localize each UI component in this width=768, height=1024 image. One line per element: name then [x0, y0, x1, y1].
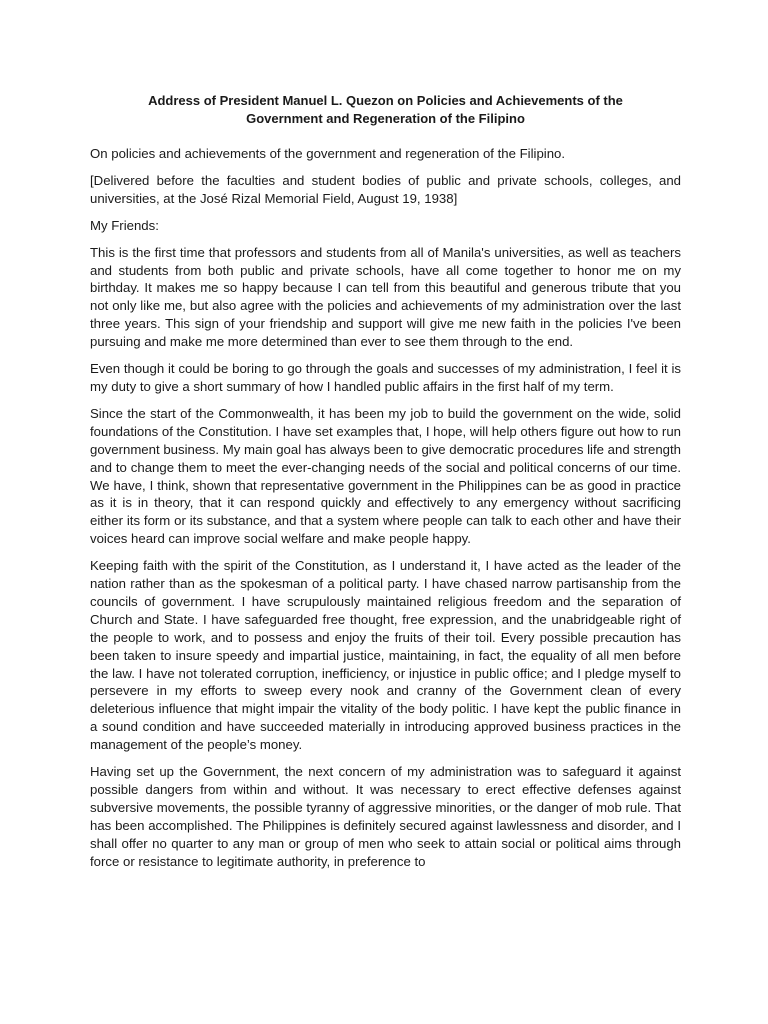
paragraph: This is the first time that professors and students from all of Manila's universities, as well as teachers and students from both public and private schools, have all come together to honor me on my birthday. It makes me so happy because I can tell from this beautiful and generous tribute that you not only like me, but also agree with the policies and achievements of my administration over the last three years. This sign of your friendship and support will give me new faith in the policies I've been pursuing and make me more determined than ever to see them through to the end.: [90, 244, 681, 350]
paragraph: Keeping faith with the spirit of the Constitution, as I understand it, I have acted as the leader of the nation rather than as the spokesman of a political party. I have chased narrow partisanship from the councils of government. I have scrupulously maintained religious freedom and the separation of Church and State. I have safeguarded free thought, free expression, and the unabridgeable right of the people to work, and to possess and enjoy the fruits of their toil. Every possible precaution has been taken to insure speedy and impartial justice, maintaining, in fact, the equality of all men before the law. I have not tolerated corruption, inefficiency, or injustice in public office; and I pledge myself to persevere in my efforts to sweep every nook and cranny of the Government clean of every deleterious influence that might impair the vitality of the body politic. I have kept the public finance in a sound condition and have succeeded materially in introducing approved business practices in the management of the people’s money.: [90, 558, 681, 753]
document-subtitle: On policies and achievements of the government and regeneration of the Filipino.: [90, 146, 566, 161]
salutation: My Friends:: [90, 217, 159, 233]
paragraph: Having set up the Government, the next concern of my administration was to safeguard it against possible dangers from within and without. It was necessary to erect effective defenses against subversive movements, the possible tyranny of aggressive minorities, or the danger of mob rule. That has been accomplished. The Philippines is definitely secured against lawlessness and disorder, and I shall offer no quarter to any man or group of men who seek to attain social or political aims through force or resistance to legitimate authority, in preference to: [90, 764, 681, 869]
delivery-note: [Delivered before the faculties and student bodies of public and private schools, colleges, and universities, at the José Rizal Memorial Field, August 19, 1938]: [90, 172, 681, 206]
document-page: [90, 92, 681, 880]
paragraph: Since the start of the Commonwealth, it has been my job to build the government on the wide, solid foundations of the Constitution. I have set examples that, I hope, will help others figure out how to run government business. My main goal has always been to give democratic procedures life and strength and to change them to meet the ever-changing needs of the social and political concerns of our time. We have, I think, shown that representative government in the Philippines can be as good in practice as it is in theory, that it can respond quickly and effectively to any emergency without sacrificing either its form or its substance, and that a system where people can talk to each other and have their voices heard can improve social welfare and make people happy.: [90, 405, 681, 547]
paragraph: Even though it could be boring to go through the goals and successes of my administration, I feel it is my duty to give a short summary of how I handled public affairs in the first half of my term.: [90, 361, 681, 394]
document-title: Address of President Manuel L. Quezon on Policies and Achievements of the Government and Regeneration of the Filipino: [148, 93, 623, 126]
